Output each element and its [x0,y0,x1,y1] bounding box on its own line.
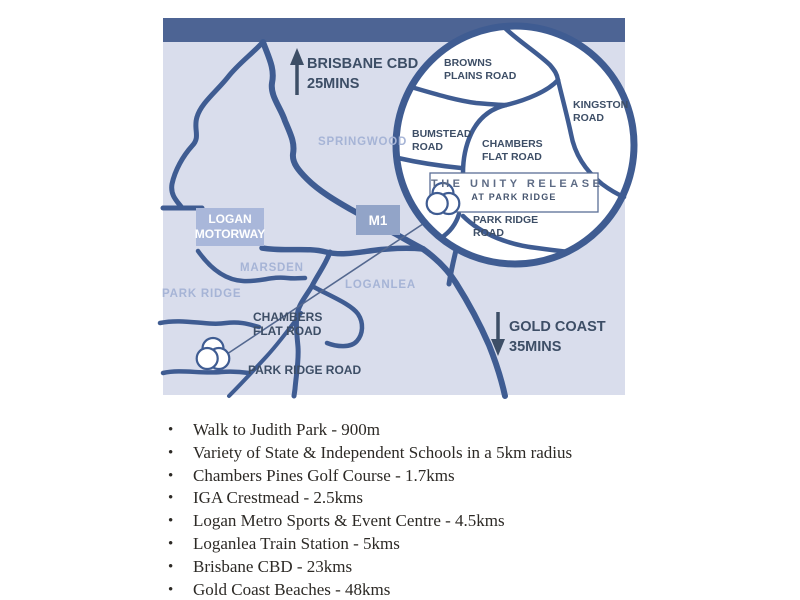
bullet-icon: • [168,535,174,552]
list-item-text: Loganlea Train Station - 5kms [193,533,400,553]
gold-coast-line1: GOLD COAST [509,319,606,335]
bullet-icon: • [168,444,174,461]
list-item [168,556,572,579]
list-item-text: Variety of State & Independent Schools in a 5km radius [193,442,573,462]
gold-coast-line2: 35MINS [509,339,562,355]
amenities-list [168,419,572,600]
list-item-text: IGA Crestmead - 2.5kms [193,488,363,508]
list-item [168,579,572,600]
unity-release-subtitle: AT PARK RIDGE [471,192,557,202]
bumstead-line2: ROAD [412,141,443,153]
label-marsden: MARSDEN [240,262,304,274]
m1-badge [356,205,400,235]
list-item [168,487,572,510]
label-gold-coast [509,317,606,357]
label-park-ridge-suburb: PARK RIDGE [162,288,242,300]
logan-motorway-badge [196,208,264,246]
logan-badge-line1: LOGAN [208,212,252,226]
logan-badge-line2: MOTORWAY [194,227,266,241]
list-item-text: Walk to Judith Park - 900m [193,420,381,439]
bullet-icon: • [168,581,174,598]
label-springwood: SPRINGWOOD [318,136,408,148]
label-chambers-flat-road-inset [482,138,543,164]
browns-line2: PLAINS ROAD [444,70,517,82]
label-brisbane-cbd [307,54,418,94]
list-item [168,510,572,533]
label-browns-plains-road [444,57,516,83]
park-ridge-inset-line2: ROAD [473,227,504,239]
list-item [168,442,572,465]
kingston-line1: KINGSTON [573,99,629,111]
chambers-map-line1: CHAMBERS [253,310,323,324]
bullet-icon: • [168,513,174,530]
kingston-line2: ROAD [573,112,604,124]
list-item [168,465,572,488]
label-park-ridge-road-inset [473,214,538,240]
brisbane-line2: 25MINS [307,76,360,92]
bullet-icon: • [168,422,174,438]
chambers-inset-line1: CHAMBERS [482,138,543,150]
brisbane-line1: BRISBANE CBD [307,56,419,72]
bullet-icon: • [168,467,174,484]
bullet-icon: • [168,490,174,507]
chambers-map-line2: FLAT ROAD [253,323,322,338]
bumstead-line1: BUMSTEAD [412,128,472,140]
bullet-icon: • [168,558,174,575]
park-ridge-inset-line1: PARK RIDGE [473,214,539,226]
label-park-ridge-road-map: PARK RIDGE ROAD [248,363,362,377]
list-item-text: Gold Coast Beaches - 48kms [193,579,391,599]
list-item-text: Brisbane CBD - 23kms [193,556,353,576]
list-item-text: Logan Metro Sports & Event Centre - 4.5kms [193,511,505,531]
label-loganlea: LOGANLEA [345,279,416,291]
label-chambers-flat-road-map [253,311,322,338]
label-kingston-road [573,99,628,125]
browns-line1: BROWNS [444,57,492,69]
chambers-inset-line2: FLAT ROAD [482,151,542,163]
label-bumstead-road [412,128,472,154]
unity-release-title: THE UNITY RELEASE [431,178,604,190]
m1-badge-text: M1 [368,212,388,228]
list-item-text: Chambers Pines Golf Course - 1.7kms [193,465,455,485]
list-item [168,533,572,556]
list-item [168,419,572,442]
